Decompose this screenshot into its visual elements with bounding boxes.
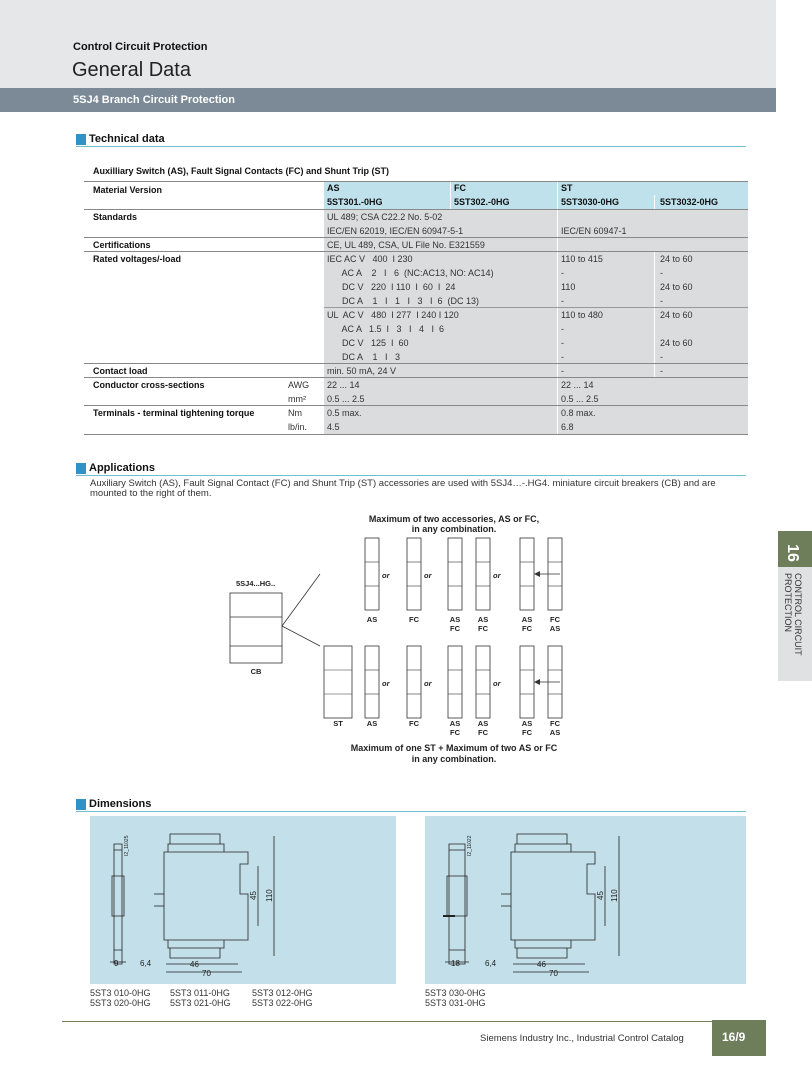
as-module [365, 538, 379, 610]
rated-value: DC V 125 I 60 [327, 338, 409, 348]
technical-table [84, 181, 748, 435]
bottom-caption: Maximum of one ST + Maximum of two AS or FC [350, 743, 558, 753]
svg-text:or: or [382, 679, 390, 688]
technical-data-heading [76, 133, 746, 147]
contact-load-value: min. 50 mA, 24 V [327, 366, 397, 376]
applications-title: Applications [89, 462, 156, 474]
conductor-label: Conductor cross-sections [93, 380, 205, 390]
col-st: ST [561, 183, 573, 193]
certifications-value: CE, UL 489, CSA, UL File No. E321559 [327, 240, 485, 250]
conductor-value: 22 ... 14 [327, 380, 360, 390]
conductor-value: 0.5 ... 2.5 [327, 394, 365, 404]
rated-st1: - [561, 352, 564, 362]
certifications-label: Certifications [93, 240, 151, 250]
svg-text:AS: AS [477, 719, 489, 728]
svg-text:I2_11025: I2_11025 [124, 835, 130, 856]
code-st-1: 5ST3030-0HG [561, 197, 620, 207]
conductor-st: 22 ... 14 [561, 380, 594, 390]
svg-text:FC: FC [478, 728, 488, 737]
rated-value: IEC AC V 400 I 230 [327, 254, 413, 264]
label-st: ST [333, 719, 343, 728]
svg-text:46: 46 [190, 960, 199, 969]
standards-label: Standards [93, 212, 138, 222]
svg-text:6,4: 6,4 [140, 959, 152, 968]
part-number: 5ST3 022-0HG [252, 998, 313, 1008]
svg-text:18: 18 [451, 959, 460, 968]
svg-text:FC: FC [550, 719, 560, 728]
svg-text:FC: FC [409, 719, 419, 728]
contact-load-st1: - [561, 366, 564, 376]
dimensions-title: Dimensions [89, 798, 152, 810]
svg-text:I2_11022: I2_11022 [467, 835, 473, 856]
cb-text: CB [250, 667, 262, 676]
as-module [520, 646, 534, 718]
subtitle-text: 5SJ4 Branch Circuit Protection [73, 94, 235, 106]
or-text: or [424, 571, 432, 580]
terminals-value: 4.5 [327, 422, 340, 432]
rated-value: UL AC V 480 I 277 I 240 I 120 [327, 310, 459, 320]
svg-text:or: or [424, 679, 432, 688]
svg-text:AS: AS [366, 719, 378, 728]
rated-value: DC V 220 I 110 I 60 I 24 [327, 282, 456, 292]
part-numbers-left [90, 988, 390, 1008]
conductor-unit-awg: AWG [288, 380, 310, 390]
svg-text:110: 110 [265, 889, 274, 902]
standards-value: IEC/EN 62019, IEC/EN 60947-5-1 [327, 226, 464, 236]
rated-st2: - [660, 268, 663, 278]
top-caption: in any combination. [411, 524, 497, 534]
terminals-unit-nm: Nm [288, 408, 302, 418]
terminals-unit-lbin: lb/in. [288, 422, 308, 432]
terminals-st: 6.8 [561, 422, 574, 432]
rated-value: DC A 1 I 1 I 3 I 6 (DC 13) [327, 296, 480, 306]
conductor-st: 0.5 ... 2.5 [561, 394, 599, 404]
col-divider [654, 252, 655, 378]
footer-rule [62, 1021, 712, 1022]
rated-st1: - [561, 324, 564, 334]
rule [84, 181, 748, 182]
chapter-label [783, 573, 803, 656]
rated-st1: 110 to 480 [561, 310, 603, 320]
part-number: 5ST3 031-0HG [425, 998, 486, 1008]
material-version-label: Material Version [93, 185, 163, 195]
dimension-drawing-right [425, 816, 746, 984]
svg-text:FC: FC [550, 615, 560, 624]
code-fc: 5ST302.-0HG [454, 197, 510, 207]
contact-load-label: Contact load [93, 366, 148, 376]
svg-text:45: 45 [596, 891, 605, 900]
code-as: 5ST301.-0HG [327, 197, 383, 207]
label-fc: FC [409, 615, 419, 624]
part-number: 5ST3 012-0HG [252, 988, 313, 998]
svg-text:AS: AS [449, 719, 461, 728]
part-number: 5ST3 030-0HG [425, 988, 486, 998]
fc-module [407, 646, 421, 718]
terminals-value: 0.5 max. [327, 408, 362, 418]
terminals-label: Terminals - terminal tightening torque [93, 408, 255, 418]
col-divider [557, 210, 558, 434]
svg-text:AS: AS [549, 728, 561, 737]
page-header [0, 0, 776, 88]
terminals-st: 0.8 max. [561, 408, 596, 418]
col-fc: FC [454, 183, 466, 193]
fc-module [407, 538, 421, 610]
rated-st2: 24 to 60 [660, 338, 693, 348]
fc-module [476, 538, 490, 610]
svg-text:110: 110 [610, 889, 619, 902]
col-divider [450, 181, 451, 209]
part-number: 5ST3 011-0HG [170, 988, 230, 998]
svg-text:45: 45 [249, 891, 258, 900]
chapter-number: 16 [783, 544, 801, 562]
rated-st2: 24 to 60 [660, 254, 693, 264]
svg-text:6,4: 6,4 [485, 959, 497, 968]
col-as: AS [327, 183, 340, 193]
rule [84, 363, 748, 364]
top-caption: Maximum of two accessories, AS or FC, [368, 514, 540, 524]
rated-st1: 110 [561, 282, 576, 292]
contact-load-st2: - [660, 366, 663, 376]
section-supertitle: Control Circuit Protection [73, 41, 208, 53]
chapter-number-box [778, 531, 812, 567]
applications-heading [76, 462, 746, 476]
subtitle-band [0, 88, 776, 112]
label-as: AS [366, 615, 378, 624]
svg-text:or: or [493, 679, 501, 688]
rated-label: Rated voltages/-load [93, 254, 182, 264]
rated-value: AC A 2 I 6 (NC:AC13, NO: AC14) [327, 268, 494, 278]
svg-text:FC: FC [450, 624, 460, 633]
svg-text:9: 9 [114, 959, 119, 968]
footer-text: Siemens Industry Inc., Industrial Control Catalog [480, 1033, 684, 1044]
accessory-combination-diagram [220, 510, 580, 770]
conductor-unit-mm2: mm² [288, 394, 306, 404]
section-marker [76, 134, 86, 145]
rated-value: DC A 1 I 3 [327, 352, 401, 362]
rated-st1: - [561, 338, 564, 348]
page-number: 16/9 [722, 1030, 746, 1044]
svg-text:FC: FC [450, 728, 460, 737]
or-text: or [493, 571, 501, 580]
svg-text:AS: AS [449, 615, 461, 624]
standards-value: UL 489; CSA C22.2 No. 5-02 [327, 212, 443, 222]
bottom-caption: in any combination. [411, 754, 497, 764]
svg-text:AS: AS [477, 615, 489, 624]
part-number: 5ST3 010-0HG [90, 988, 151, 998]
as-module [448, 646, 462, 718]
svg-text:46: 46 [537, 960, 546, 969]
part-number: 5ST3 020-0HG [90, 998, 151, 1008]
or-text: or [382, 571, 390, 580]
rated-st1: - [561, 268, 564, 278]
svg-text:FC: FC [522, 624, 532, 633]
page-number-box [712, 1020, 766, 1056]
dimension-svg-left [90, 816, 396, 984]
rated-st1: 110 to 415 [561, 254, 603, 264]
rated-st2: - [660, 352, 663, 362]
svg-text:70: 70 [549, 969, 558, 978]
svg-text:AS: AS [549, 624, 561, 633]
rated-st2: 24 to 60 [660, 282, 693, 292]
col-divider [557, 181, 558, 209]
svg-text:AS: AS [521, 615, 533, 624]
rated-st2: 24 to 60 [660, 310, 693, 320]
code-st-2: 5ST3032-0HG [660, 197, 719, 207]
as-module [520, 538, 534, 610]
svg-text:70: 70 [202, 969, 211, 978]
rated-value: AC A 1.5 I 3 I 4 I 6 [327, 324, 445, 334]
technical-data-title: Technical data [89, 133, 165, 145]
as-module [448, 538, 462, 610]
section-marker [76, 463, 86, 474]
st-module [324, 646, 352, 718]
fc-module [476, 646, 490, 718]
dimensions-heading [76, 798, 746, 812]
rule [84, 434, 748, 435]
standards-st: IEC/EN 60947-1 [561, 226, 627, 236]
as-module [365, 646, 379, 718]
table-caption: Auxilliary Switch (AS), Fault Signal Contacts (FC) and Shunt Trip (ST) [93, 166, 390, 176]
rated-st1: - [561, 296, 564, 306]
svg-text:FC: FC [478, 624, 488, 633]
cb-module [230, 593, 282, 663]
svg-text:FC: FC [522, 728, 532, 737]
svg-text:AS: AS [521, 719, 533, 728]
col-divider [654, 195, 655, 209]
rated-st2: - [660, 296, 663, 306]
cb-label: 5SJ4...HG.. [236, 579, 276, 588]
part-number: 5ST3 021-0HG [170, 998, 231, 1008]
chapter-label-line: CONTROL CIRCUIT [793, 573, 803, 656]
page-title: General Data [72, 59, 191, 81]
chapter-label-line: PROTECTION [783, 573, 793, 633]
section-marker [76, 799, 86, 810]
applications-text: Auxiliary Switch (AS), Fault Signal Contact (FC) and Shunt Trip (ST) accessories are used with 5SJ4…-.HG4. miniature circuit breakers (CB) and are mounted to the right of them. [90, 478, 716, 499]
chapter-side-tab[interactable] [778, 531, 812, 681]
part-numbers-right [425, 988, 625, 1008]
dimension-drawing-left [90, 816, 396, 984]
dimension-svg-right [425, 816, 746, 984]
